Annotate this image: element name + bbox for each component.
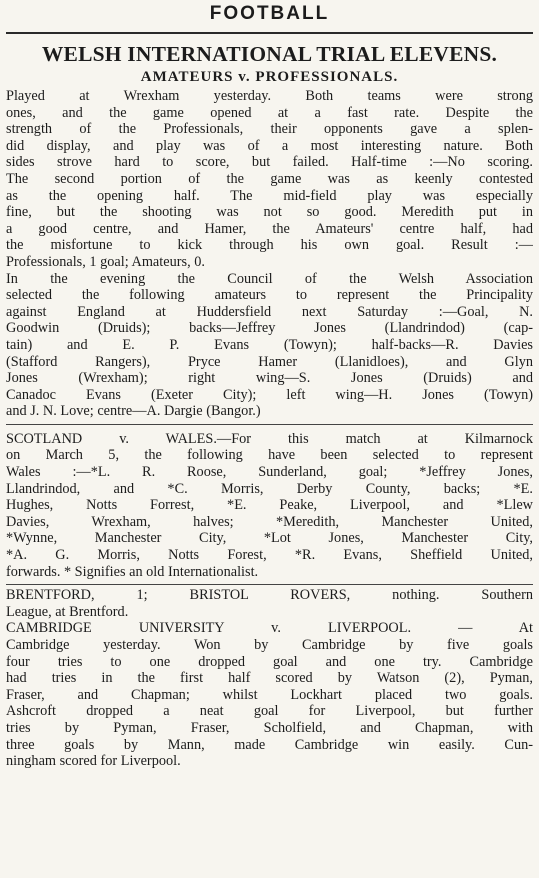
top-rule	[6, 32, 533, 34]
text-line: as the opening half. The mid-field play was especially	[6, 187, 533, 204]
article2-body	[6, 431, 533, 580]
text-line: *A. G. Morris, Notts Forest, *R. Evans, Sheffield United,	[6, 547, 533, 564]
divider	[6, 584, 533, 585]
text-line: against England at Huddersfield next Saturday :—Goal, N.	[6, 303, 533, 320]
text-line: four tries to one dropped goal and one try. Cambridge	[6, 653, 533, 670]
text-line: Canadoc Evans (Exeter City); left wing—H. Jones (Towyn)	[6, 386, 533, 403]
text-line: ningham scored for Liverpool.	[6, 753, 181, 770]
text-line: Fraser, and Chapman; whilst Lockhart placed two goals.	[6, 686, 533, 703]
text-line: a good centre, and Hamer, the Amateurs' centre half, had	[6, 220, 533, 237]
text-line: did display, and play was of a most interesting nature. Both	[6, 137, 533, 154]
text-line: had tries in the first half scored by Watson (2), Pyman,	[6, 670, 533, 687]
section-title: FOOTBALL	[209, 3, 330, 24]
article1-headline: WELSH INTERNATIONAL TRIAL ELEVENS.	[41, 42, 498, 66]
text-line: Ashcroft dropped a neat goal for Liverpool, but further	[6, 703, 533, 720]
divider	[6, 424, 533, 425]
text-line: SCOTLAND v. WALES.—For this match at Kilmarnock	[6, 430, 533, 447]
text-line: Davies, Wrexham, halves; *Meredith, Manchester United,	[6, 513, 533, 530]
article1-subhead: AMATEURS v. PROFESSIONALS.	[140, 69, 399, 85]
text-line: Wales :—*L. R. Roose, Sunderland, goal; *Jeffrey Jones,	[6, 464, 533, 481]
text-line: the misfortune to kick through his own goal. Result :—	[6, 237, 533, 254]
text-line: League, at Brentford.	[6, 603, 129, 620]
text-line: sides strove hard to score, but failed. Half-time :—No scoring.	[6, 154, 533, 171]
text-line: on March 5, the following have been selected to represent	[6, 447, 533, 464]
text-line: tain) and E. P. Evans (Towyn); half-backs—R. Davies	[6, 336, 533, 353]
text-line: Llandrindod, and *C. Morris, Derby County, backs; *E.	[6, 480, 533, 497]
text-line: *Wynne, Manchester City, *Lot Jones, Manchester City,	[6, 530, 533, 547]
article4-body	[6, 620, 533, 769]
text-line: Played at Wrexham yesterday. Both teams were strong	[6, 88, 533, 104]
text-line: Cambridge yesterday. Won by Cambridge by five goals	[6, 637, 533, 653]
text-line: Professionals, 1 goal; Amateurs, 0.	[6, 253, 205, 270]
text-line: selected the following amateurs to represent the Principality	[6, 287, 533, 304]
text-line: tries by Pyman, Fraser, Scholfield, and Chapman, with	[6, 719, 533, 736]
text-line: BRENTFORD, 1; BRISTOL ROVERS, nothing. Southern	[6, 587, 533, 604]
article3-body	[6, 587, 533, 620]
text-line: Hughes, Notts Forrest, *E. Peake, Liverpool, and *Llew	[6, 497, 533, 514]
text-line: Jones (Wrexham); right wing—S. Jones (Druids) and	[6, 370, 533, 387]
text-line: three goals by Mann, made Cambridge win easily. Cun-	[6, 736, 533, 753]
article1-body	[6, 88, 533, 420]
text-line: forwards. * Signifies an old Internationalist.	[6, 563, 259, 580]
text-line: Goodwin (Druids); backs—Jeffrey Jones (Llandrindod) (cap-	[6, 320, 533, 337]
text-line: and J. N. Love; centre—A. Dargie (Bangor.)	[6, 403, 261, 420]
text-line: CAMBRIDGE UNIVERSITY v. LIVERPOOL. — At	[6, 620, 533, 637]
text-line: The second portion of the game was as keenly contested	[6, 170, 533, 187]
text-line: ones, and the game opened at a fast rate. Despite the	[6, 104, 533, 121]
text-line: In the evening the Council of the Welsh Association	[6, 270, 533, 287]
text-line: (Stafford Rangers), Pryce Hamer (Llanidloes), and Glyn	[6, 353, 533, 370]
text-line: strength of the Professionals, their opponents gave a splen-	[6, 121, 533, 138]
text-line: fine, but the shooting was not so good. Meredith put in	[6, 204, 533, 221]
